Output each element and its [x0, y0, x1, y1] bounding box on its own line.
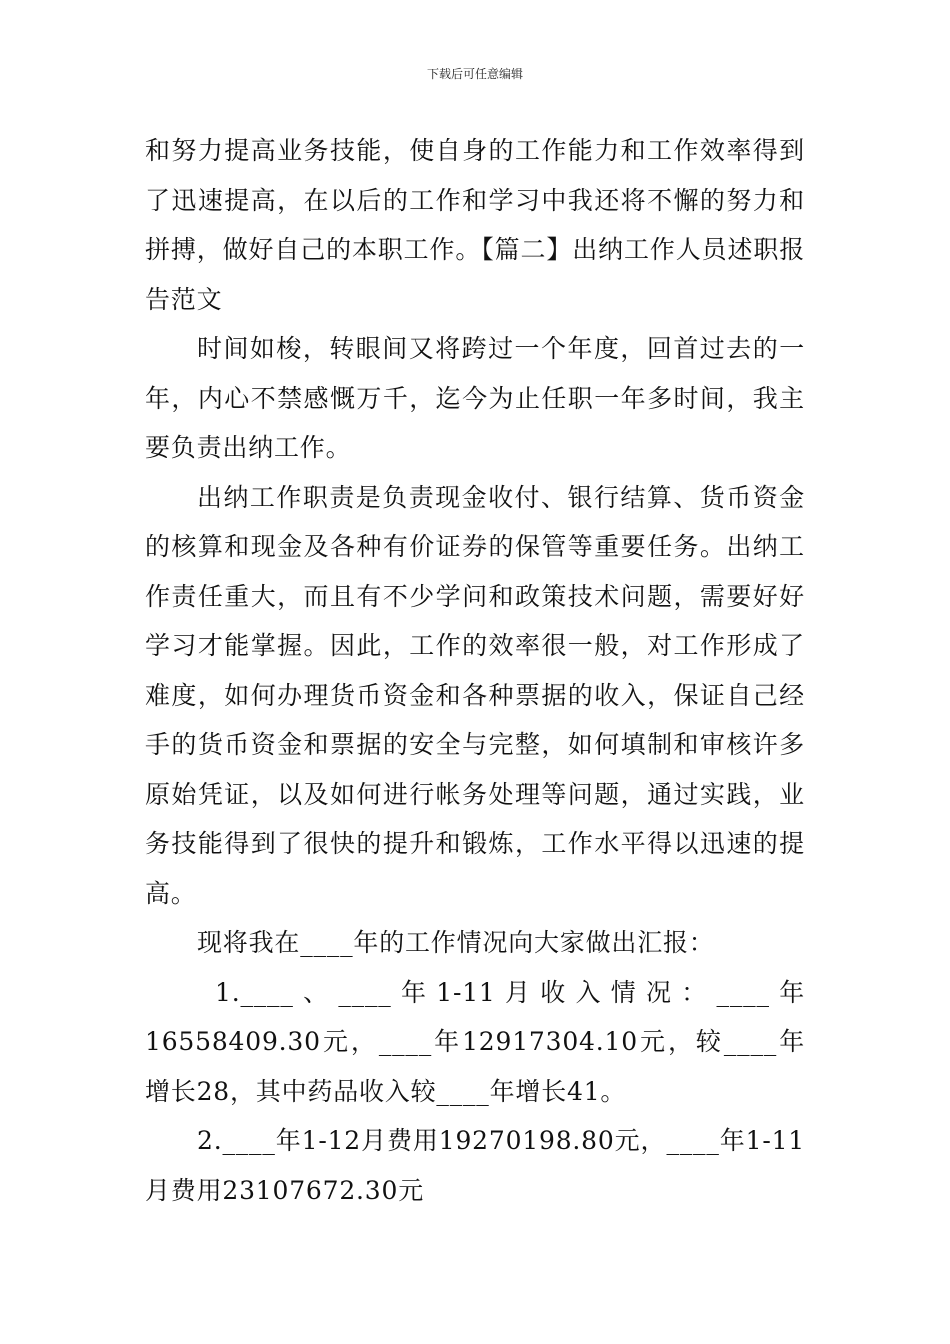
paragraph-cashier-duties: 出纳工作职责是负责现金收付、银行结算、货币资金的核算和现金及各种有价证券的保管等重要任务。出纳工作责任重大，而且有不少学问和政策技术问题，需要好好学习才能掌握。因此，工作的效率很一般，对工作形成了难度，如何办理货币资金和各种票据的收入，保证自己经手的货币资金和票据的安全与完整，如何填制和审核许多原始凭证，以及如何进行帐务处理等问题，通过实践，业务技能得到了很快的提升和锻炼，工作水平得以迅速的提高。: [145, 482, 805, 908]
page-header: 下载后可任意编辑: [426, 67, 523, 81]
paragraph-expense-item: 2.____年1-12月费用19270198.80元，____年1-11月费用23107672.30元: [145, 1126, 805, 1205]
paragraph-income-item: 1.____、____年1-11月收入情况：____年16558409.30元，____年12917304.10元，较____年增长28，其中药品收入较____年增长41。: [145, 977, 805, 1106]
document-body: [145, 126, 805, 1215]
paragraph-time-flies: 时间如梭，转眼间又将跨过一个年度，回首过去的一年，内心不禁感慨万千，迄今为止任职一年多时间，我主要负责出纳工作。: [145, 334, 805, 462]
paragraph-continuation: 和努力提高业务技能，使自身的工作能力和工作效率得到了迅速提高，在以后的工作和学习中我还将不懈的努力和拼搏，做好自己的本职工作。【篇二】出纳工作人员述职报告范文: [145, 136, 805, 314]
paragraph-report-intro: 现将我在____年的工作情况向大家做出汇报：: [197, 928, 715, 957]
